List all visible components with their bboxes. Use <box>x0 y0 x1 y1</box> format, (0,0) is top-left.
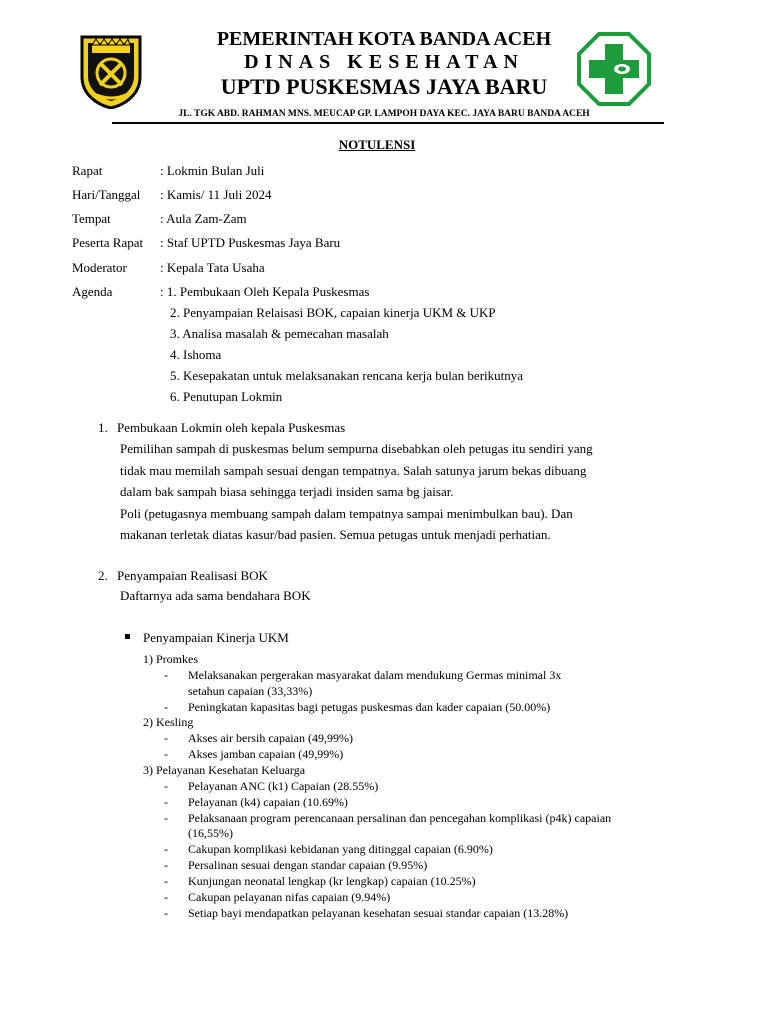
meta-value-rapat: : Lokmin Bulan Juli <box>160 163 265 178</box>
kesling-label: 2) Kesling <box>143 715 194 729</box>
promkes-item: Peningkatan kapasitas bagi petugas puskesmas dan kader capaian (50.00%) <box>188 700 551 714</box>
square-bullet-icon <box>125 634 130 639</box>
keluarga-label: 3) Pelayanan Kesehatan Keluarga <box>143 763 306 777</box>
meta-value-tempat: : Aula Zam-Zam <box>160 211 247 226</box>
promkes-item: Melaksanakan pergerakan masyarakat dalam mendukung Germas minimal 3x <box>188 668 562 682</box>
section-1-title: Pembukaan Lokmin oleh kepala Puskesmas <box>117 420 346 435</box>
keluarga-item: Persalinan sesuai dengan standar capaian (9.95%) <box>188 858 428 872</box>
dash-bullet: - <box>164 858 168 872</box>
dash-bullet: - <box>164 906 168 920</box>
dash-bullet: - <box>164 795 168 809</box>
dash-bullet: - <box>164 811 168 825</box>
dash-bullet: - <box>164 747 168 761</box>
ukm-heading: Penyampaian Kinerja UKM <box>143 630 289 645</box>
section-1-number: 1. <box>98 420 108 435</box>
dash-bullet: - <box>164 890 168 904</box>
meta-value-tanggal: : Kamis/ 11 Juli 2024 <box>160 187 272 202</box>
agenda-item: 4. Ishoma <box>170 347 222 362</box>
section-1-body <box>120 438 593 546</box>
kesling-item: Akses air bersih capaian (49,99%) <box>188 731 353 745</box>
agenda-item: 5. Kesepakatan untuk melaksanakan rencana kerja bulan berikutnya <box>170 368 524 383</box>
paragraph-line: Poli (petugasnya membuang sampah dalam tempatnya sampai menimbulkan bau). Dan <box>120 505 573 521</box>
paragraph-line: makanan terletak diatas kasur/bad pasien. Semua petugas untuk menjadi perhatian. <box>120 527 551 542</box>
keluarga-item: Pelayanan ANC (k1) Capaian (28.55%) <box>188 779 379 793</box>
keluarga-item: (16,55%) <box>188 826 233 840</box>
dash-bullet: - <box>164 779 168 793</box>
promkes-item: setahun capaian (33,33%) <box>188 684 313 698</box>
meta-value-peserta: : Staf UPTD Puskesmas Jaya Baru <box>160 235 341 250</box>
paragraph-line: dalam bak sampah biasa sehingga terjadi insiden sama bg jaisar. <box>120 484 454 499</box>
kesling-item: Akses jamban capaian (49,99%) <box>188 747 344 761</box>
section-2-number: 2. <box>98 568 108 583</box>
dash-bullet: - <box>164 668 168 682</box>
header-institution: UPTD PUSKESMAS JAYA BARU <box>220 74 548 99</box>
meta-label-tempat: Tempat <box>72 211 111 226</box>
header-address: JL. TGK ABD. RAHMAN MNS. MEUCAP GP. LAMPOH DAYA KEC. JAYA BARU BANDA ACEH <box>178 109 590 119</box>
dash-bullet: - <box>164 842 168 856</box>
header-department: DINAS KESEHATAN <box>244 51 524 73</box>
agenda-item: 3. Analisa masalah & pemecahan masalah <box>170 326 389 341</box>
header-divider <box>112 122 664 124</box>
meta-value-agenda: : 1. Pembukaan Oleh Kepala Puskesmas <box>160 284 370 299</box>
meta-label-tanggal: Hari/Tanggal <box>72 187 141 202</box>
agenda-item: 6. Penutupan Lokmin <box>170 389 283 404</box>
keluarga-item: Cakupan pelayanan nifas capaian (9.94%) <box>188 890 391 904</box>
keluarga-item: Pelayanan (k4) capaian (10.69%) <box>188 795 348 809</box>
paragraph-line: tidak mau memilah sampah sesuai dengan tempatnya. Salah satunya jarum bekas dibuang <box>120 462 587 478</box>
section-2-title: Penyampaian Realisasi BOK <box>117 568 268 583</box>
keluarga-item: Setiap bayi mendapatkan pelayanan kesehatan sesuai standar capaian (13.28%) <box>188 906 569 920</box>
section-2-body: Daftarnya ada sama bendahara BOK <box>120 588 311 603</box>
dash-bullet: - <box>164 731 168 745</box>
paragraph-line: Pemilihan sampah di puskesmas belum sempurna disebabkan oleh petugas itu sendiri yang <box>120 441 593 456</box>
header-government: PEMERINTAH KOTA BANDA ACEH <box>216 28 552 50</box>
dash-bullet: - <box>164 874 168 888</box>
meta-label-agenda: Agenda <box>72 284 113 299</box>
meta-label-peserta: Peserta Rapat <box>72 235 144 250</box>
meta-label-rapat: Rapat <box>72 163 103 178</box>
meta-value-moderator: : Kepala Tata Usaha <box>160 260 265 275</box>
keluarga-item: Pelaksanaan program perencanaan persalinan dan pencegahan komplikasi (p4k) capaian <box>188 811 612 825</box>
document-title: NOTULENSI <box>338 137 416 152</box>
keluarga-item: Cakupan komplikasi kebidanan yang ditinggal capaian (6.90%) <box>188 842 493 856</box>
keluarga-item: Kunjungan neonatal lengkap (kr lengkap) capaian (10.25%) <box>188 874 476 888</box>
promkes-label: 1) Promkes <box>143 652 198 666</box>
agenda-item: 2. Penyampaian Relaisasi BOK, capaian kinerja UKM & UKP <box>170 305 496 320</box>
meta-label-moderator: Moderator <box>72 260 127 275</box>
dash-bullet: - <box>164 700 168 714</box>
